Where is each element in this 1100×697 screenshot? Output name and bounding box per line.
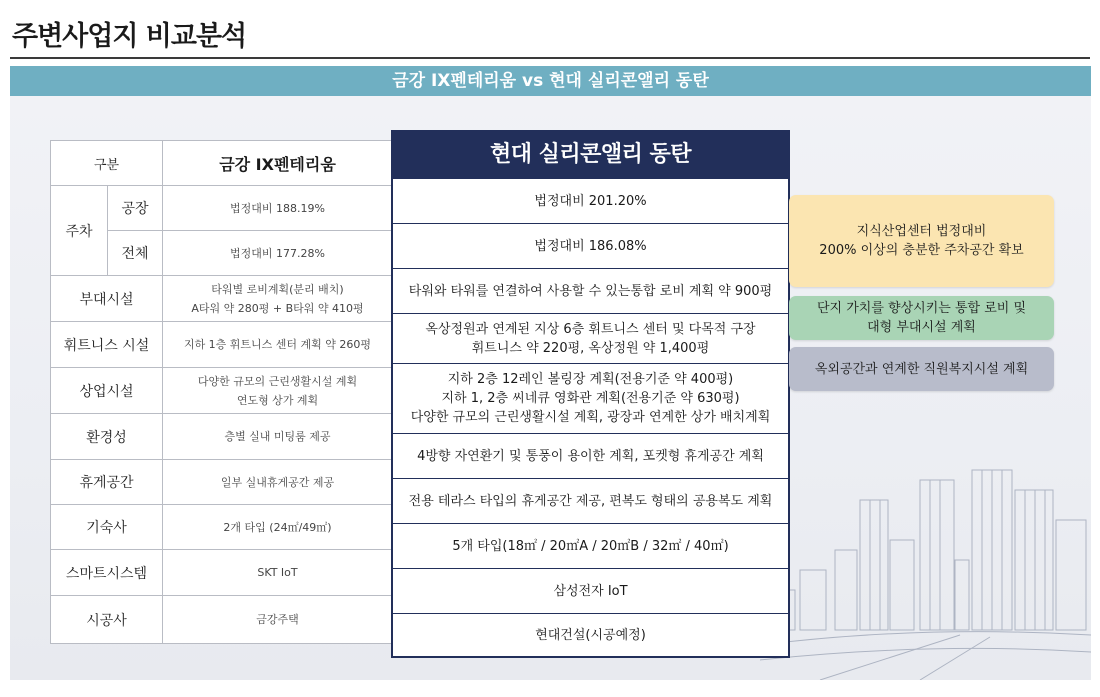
city-skyline-illustration bbox=[760, 430, 1091, 680]
callout-welfare bbox=[789, 347, 1054, 391]
row-category-parking: 주차 bbox=[51, 186, 108, 276]
highlight-cell-line: 5개 타입(18㎡ / 20㎡A / 20㎡B / 32㎡ / 40㎡) bbox=[452, 538, 729, 554]
row-category: 부대시설 bbox=[51, 276, 163, 322]
row-category: 환경성 bbox=[51, 414, 163, 460]
highlight-cell bbox=[393, 268, 788, 313]
callout-lobby bbox=[789, 296, 1054, 340]
callout-line: 단지 가치를 향상시키는 통합 로비 및 bbox=[816, 301, 1027, 316]
comparison-table-ix-penterium bbox=[50, 140, 393, 644]
highlight-cell-line: 옥상정원과 연계된 지상 6층 휘트니스 센터 및 다목적 구장 bbox=[425, 321, 756, 337]
row-category: 시공사 bbox=[51, 596, 163, 644]
highlight-cell bbox=[393, 363, 788, 433]
row-value-line: 타워별 로비계획(분리 배치) bbox=[211, 282, 344, 296]
highlight-cell-line: 지하 2층 12레인 볼링장 계획(전용기준 약 400평) bbox=[447, 372, 734, 387]
row-value: 법정대비 177.28% bbox=[163, 231, 393, 276]
highlight-cell-line: 다양한 규모의 근린생활시설 계획, 광장과 연계한 상가 배치계획 bbox=[410, 410, 771, 425]
highlight-cell-line: 전용 테라스 타입의 휴게공간 제공, 편복도 형태의 공용복도 계획 bbox=[408, 493, 773, 509]
row-category: 휘트니스 시설 bbox=[51, 322, 163, 368]
highlight-cell-line: 지하 1, 2층 씨네큐 영화관 계획(전용기준 약 630평) bbox=[441, 391, 740, 406]
header-category: 구분 bbox=[51, 141, 163, 186]
highlight-cell bbox=[393, 523, 788, 568]
row-value: 층별 실내 미팅룸 제공 bbox=[163, 414, 393, 460]
row-category: 휴게공간 bbox=[51, 460, 163, 505]
row-category: 스마트시스템 bbox=[51, 550, 163, 596]
row-value: 일부 실내휴게공간 제공 bbox=[163, 460, 393, 505]
highlight-cell-line: 법정대비 186.08% bbox=[534, 238, 647, 254]
row-category: 기숙사 bbox=[51, 505, 163, 550]
row-value-line: 다양한 규모의 근린생활시설 계획 bbox=[197, 374, 358, 388]
highlight-column-title: 현대 실리콘앨리 동탄 bbox=[393, 132, 788, 178]
highlight-cell bbox=[393, 223, 788, 268]
row-value: 법정대비 188.19% bbox=[163, 186, 393, 231]
title-divider bbox=[10, 57, 1090, 59]
highlight-cell bbox=[393, 178, 788, 223]
row-value: 지하 1층 휘트니스 센터 계획 약 260평 bbox=[163, 322, 393, 368]
callout-line: 지식산업센터 법정대비 bbox=[856, 224, 987, 239]
highlight-cell bbox=[393, 568, 788, 613]
row-value bbox=[163, 368, 393, 414]
row-value-line: 연도형 상가 계획 bbox=[236, 393, 319, 407]
callout-parking bbox=[789, 195, 1054, 287]
row-value: 2개 타입 (24㎡/49㎡) bbox=[163, 505, 393, 550]
comparison-banner: 금강 IX펜테리움 vs 현대 실리콘앨리 동탄 bbox=[10, 66, 1091, 96]
callout-line: 옥외공간과 연계한 직원복지시설 계획 bbox=[814, 361, 1029, 377]
row-subcategory: 공장 bbox=[108, 186, 163, 231]
highlight-cell bbox=[393, 478, 788, 523]
row-value bbox=[163, 276, 393, 322]
highlight-cell-line: 삼성전자 IoT bbox=[553, 583, 628, 599]
row-subcategory: 전체 bbox=[108, 231, 163, 276]
row-value: 금강주택 bbox=[163, 596, 393, 644]
callout-line: 대형 부대시설 계획 bbox=[867, 320, 976, 335]
row-value-line: A타워 약 280평 + B타워 약 410평 bbox=[191, 301, 364, 315]
highlight-cell-line: 타워와 타워를 연결하여 사용할 수 있는통합 로비 계획 약 900평 bbox=[408, 283, 773, 299]
header-project-name: 금강 IX펜테리움 bbox=[163, 141, 393, 186]
highlight-cell-line: 현대건설(시공예정) bbox=[535, 627, 646, 643]
highlight-cell-line: 법정대비 201.20% bbox=[534, 193, 647, 209]
highlight-cell bbox=[393, 613, 788, 656]
highlight-cell-line: 4방향 자연환기 및 통풍이 용이한 계획, 포켓형 휴게공간 계획 bbox=[417, 448, 764, 464]
callout-line: 200% 이상의 충분한 주차공간 확보 bbox=[819, 243, 1024, 258]
highlight-cell-line: 휘트니스 약 220평, 옥상정원 약 1,400평 bbox=[471, 340, 710, 356]
row-value: SKT IoT bbox=[163, 550, 393, 596]
highlight-cell bbox=[393, 433, 788, 478]
page-title: 주변사업지 비교분석 bbox=[12, 21, 247, 52]
highlight-cell bbox=[393, 313, 788, 363]
row-category: 상업시설 bbox=[51, 368, 163, 414]
highlight-column-silicon-alley bbox=[391, 130, 790, 658]
